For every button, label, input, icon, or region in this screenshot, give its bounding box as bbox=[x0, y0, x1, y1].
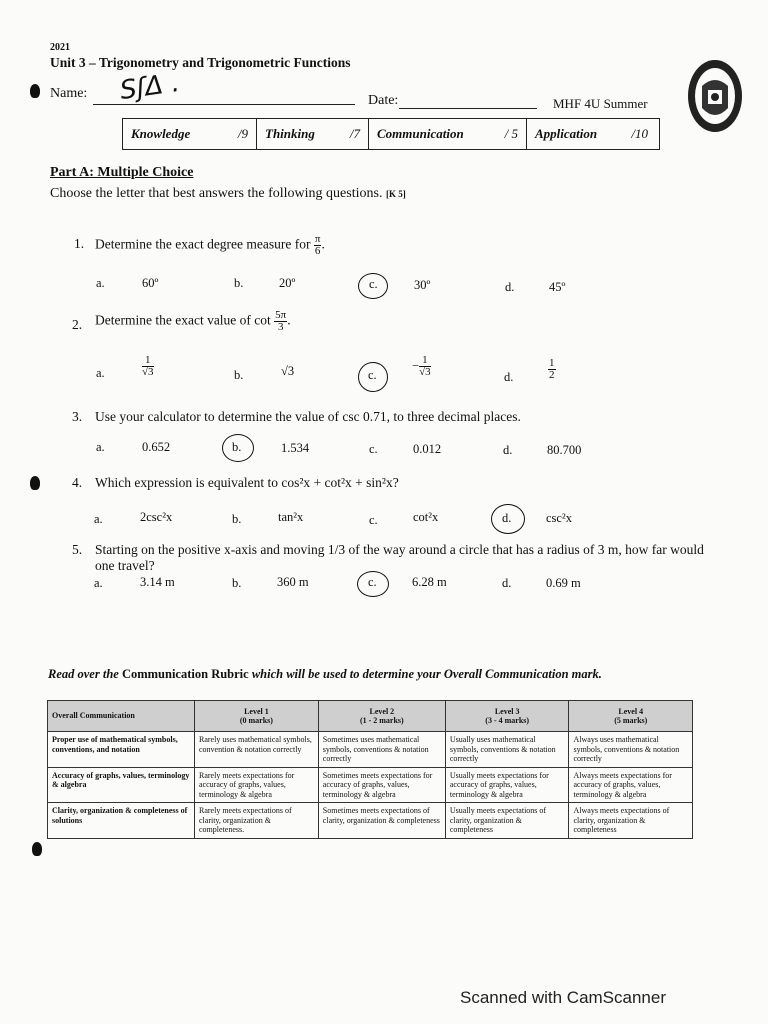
rubric-cell: Sometimes uses mathematical symbols, conventions & notation correctly bbox=[318, 732, 445, 768]
rubric-cell: Usually meets expectations for accuracy of graphs, values, terminology & algebra bbox=[445, 767, 569, 803]
q3-option-c-letter[interactable]: c. bbox=[369, 442, 378, 456]
q1-option-b-letter[interactable]: b. bbox=[234, 276, 244, 290]
q1-option-d-value: 45º bbox=[549, 280, 566, 294]
rubric-cell: Usually uses mathematical symbols, conventions & notation correctly bbox=[445, 732, 569, 768]
part-a-instruction: Choose the letter that best answers the following questions. [K 5] bbox=[50, 186, 406, 201]
q5-option-a-value: 3.14 m bbox=[140, 575, 175, 589]
name-label: Name: bbox=[50, 86, 88, 101]
q5-option-d-letter[interactable]: d. bbox=[502, 576, 512, 590]
q3-number: 3. bbox=[72, 409, 83, 424]
part-a-title: Part A: Multiple Choice bbox=[50, 165, 194, 180]
date-line bbox=[399, 108, 537, 109]
q4-option-a-value: 2csc²x bbox=[140, 510, 173, 524]
q1-number: 1. bbox=[74, 236, 85, 251]
scanner-watermark: Scanned with CamScanner bbox=[460, 988, 667, 1007]
rubric-header-level1: Level 1 (0 marks) bbox=[195, 701, 319, 732]
rubric-criterion: Proper use of mathematical symbols, conventions, and notation bbox=[48, 732, 195, 768]
rubric-header-level2: Level 2 (1 - 2 marks) bbox=[318, 701, 445, 732]
rubric-row bbox=[48, 803, 693, 839]
q4-option-c-value: cot²x bbox=[413, 510, 439, 524]
q2-option-d-value: $\frac{1}{2}$ bbox=[549, 357, 555, 381]
binder-hole-mark bbox=[30, 476, 40, 490]
marks-application: Application /10 bbox=[535, 126, 648, 141]
q3-option-a-letter[interactable]: a. bbox=[96, 440, 105, 454]
q4-option-d-letter[interactable]: d. bbox=[502, 511, 512, 525]
communication-rubric-table bbox=[47, 700, 693, 839]
unit-title: Unit 3 – Trigonometry and Trigonometric Functions bbox=[50, 55, 351, 70]
rubric-row bbox=[48, 767, 693, 803]
q1-option-d-letter[interactable]: d. bbox=[505, 280, 515, 294]
q4-option-d-value: csc²x bbox=[546, 511, 572, 525]
q4-option-b-value: tan²x bbox=[278, 510, 304, 524]
rubric-cell: Rarely meets expectations of clarity, organization & completeness. bbox=[195, 803, 319, 839]
q4-number: 4. bbox=[72, 475, 83, 490]
q4-option-a-letter[interactable]: a. bbox=[94, 512, 103, 526]
q5-text: Starting on the positive x-axis and moving 1/3 of the way around a circle that has a radius of 3 m, how far would bbox=[95, 542, 704, 557]
marks-knowledge: Knowledge /9 bbox=[123, 119, 257, 149]
rubric-cell: Sometimes meets expectations for accuracy of graphs, values, terminology & algebra bbox=[318, 767, 445, 803]
q2-option-b-letter[interactable]: b. bbox=[234, 368, 244, 382]
q1-option-a-value: 60º bbox=[142, 276, 159, 290]
binder-hole-mark bbox=[32, 842, 42, 856]
q3-option-b-letter[interactable]: b. bbox=[232, 440, 242, 454]
q4-text: Which expression is equivalent to cos²x + cot²x + sin²x? bbox=[95, 475, 399, 490]
q5-option-d-value: 0.69 m bbox=[546, 576, 581, 590]
rubric-criterion: Accuracy of graphs, values, terminology & algebra bbox=[48, 767, 195, 803]
q2-option-d-letter[interactable]: d. bbox=[504, 370, 514, 384]
binder-hole-mark bbox=[30, 84, 40, 98]
q1-option-b-value: 20º bbox=[279, 276, 296, 290]
q1-option-c-value: 30º bbox=[414, 278, 431, 292]
rubric-cell: Always uses mathematical symbols, conventions & notation correctly bbox=[569, 732, 693, 768]
q2-option-c-letter[interactable]: c. bbox=[368, 368, 377, 382]
q1-option-c-letter[interactable]: c. bbox=[369, 277, 378, 291]
year: 2021 bbox=[50, 42, 70, 53]
q3-option-b-value: 1.534 bbox=[281, 441, 310, 455]
rubric-header-level4: Level 4 (5 marks) bbox=[569, 701, 693, 732]
q2-option-a-letter[interactable]: a. bbox=[96, 366, 105, 380]
q5-option-b-value: 360 m bbox=[277, 575, 309, 589]
q3-option-d-letter[interactable]: d. bbox=[503, 443, 513, 457]
q3-text: Use your calculator to determine the value of csc 0.71, to three decimal places. bbox=[95, 409, 521, 424]
q5-number: 5. bbox=[72, 542, 83, 557]
rubric-criterion: Clarity, organization & completeness of solutions bbox=[48, 803, 195, 839]
q2-option-a-value: $\frac{1}{√3}$ bbox=[142, 354, 154, 378]
rubric-cell: Rarely uses mathematical symbols, convention & notation correctly bbox=[195, 732, 319, 768]
q3-option-a-value: 0.652 bbox=[142, 440, 171, 454]
q3-option-d-value: 80.700 bbox=[547, 443, 582, 457]
q5-text-line2: one travel? bbox=[95, 558, 155, 573]
q2-number: 2. bbox=[72, 317, 83, 332]
rubric-cell: Rarely meets expectations for accuracy of graphs, values, terminology & algebra bbox=[195, 767, 319, 803]
q5-option-c-value: 6.28 m bbox=[412, 575, 447, 589]
q1-text: Determine the exact degree measure for $\frac{\pi}{6}$ . bbox=[95, 233, 325, 257]
rubric-cell: Always meets expectations for accuracy of graphs, values, terminology & algebra bbox=[569, 767, 693, 803]
marks-summary-box bbox=[122, 118, 660, 150]
marks-thinking: Thinking /7 bbox=[257, 119, 369, 149]
rubric-title: Read over the Communication Rubric which will be used to determine your Overall Communication mark. bbox=[48, 667, 602, 681]
q3-option-c-value: 0.012 bbox=[413, 442, 442, 456]
course-code: MHF 4U Summer bbox=[553, 96, 648, 111]
q2-option-b-value: √3 bbox=[281, 364, 295, 378]
rubric-cell: Sometimes meets expectations of clarity, organization & completeness bbox=[318, 803, 445, 839]
q2-text: Determine the exact value of cot $\frac{5\pi}{3}$ . bbox=[95, 309, 291, 333]
school-crest-logo bbox=[686, 56, 744, 136]
q4-option-c-letter[interactable]: c. bbox=[369, 513, 378, 527]
marks-communication: Communication / 5 bbox=[369, 119, 527, 149]
q5-option-a-letter[interactable]: a. bbox=[94, 576, 103, 590]
q1-option-a-letter[interactable]: a. bbox=[96, 276, 105, 290]
q2-option-c-value: − $\frac{1}{√3}$ bbox=[412, 354, 431, 378]
rubric-header-row bbox=[48, 701, 693, 732]
rubric-row bbox=[48, 732, 693, 768]
rubric-cell: Usually meets expectations of clarity, organization & completeness bbox=[445, 803, 569, 839]
rubric-header-criteria: Overall Communication bbox=[48, 701, 195, 732]
q4-option-b-letter[interactable]: b. bbox=[232, 512, 242, 526]
rubric-header-level3: Level 3 (3 - 4 marks) bbox=[445, 701, 569, 732]
rubric-cell: Always meets expectations of clarity, organization & completeness bbox=[569, 803, 693, 839]
date-label: Date: bbox=[368, 93, 399, 108]
name-line bbox=[93, 104, 355, 105]
q5-option-b-letter[interactable]: b. bbox=[232, 576, 242, 590]
q5-option-c-letter[interactable]: c. bbox=[368, 575, 377, 589]
name-handwritten: SʃΔ . bbox=[118, 68, 182, 106]
